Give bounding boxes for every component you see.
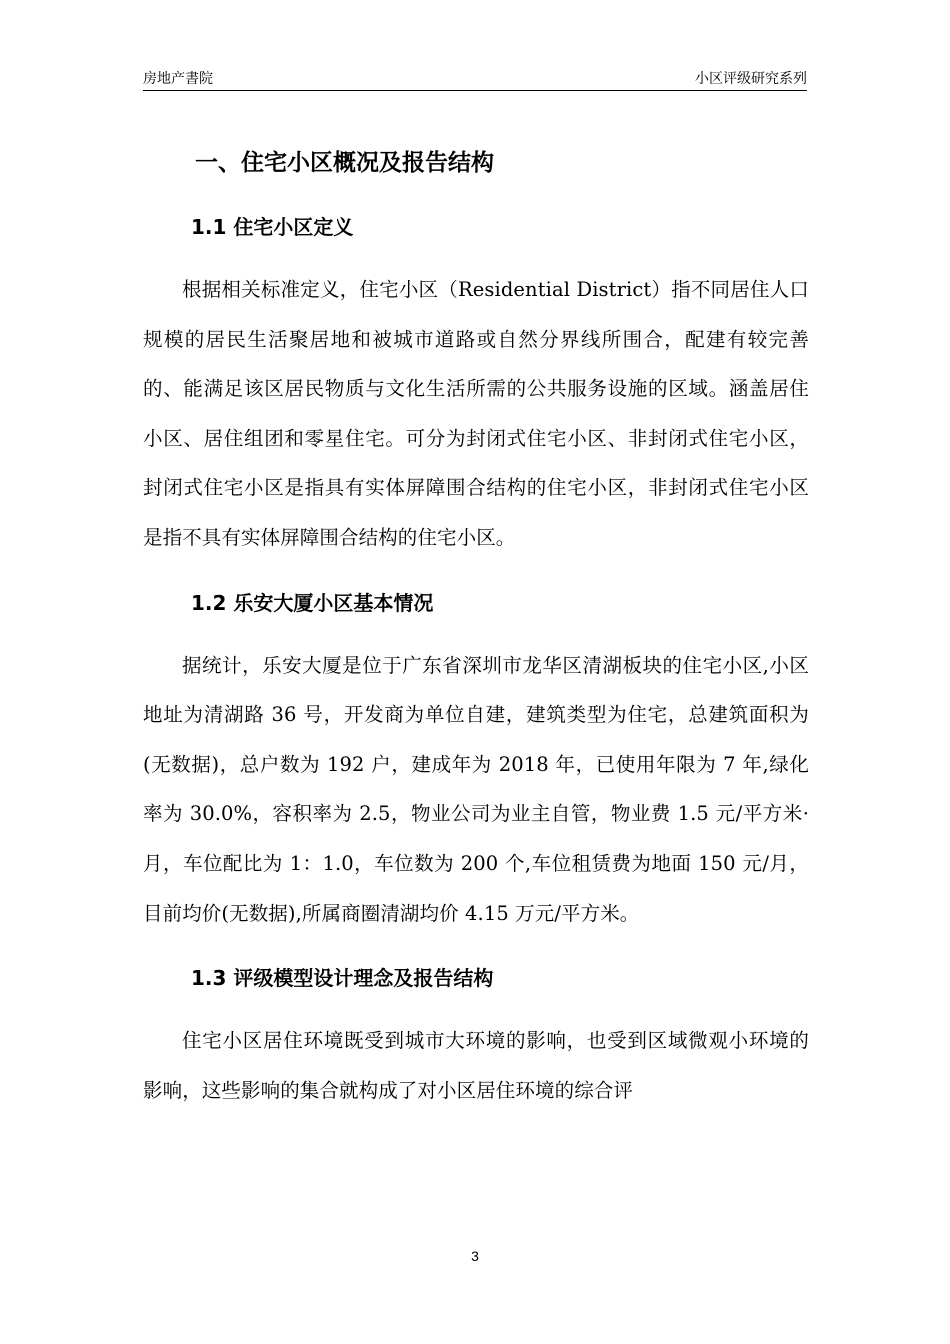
section-title: 一、住宅小区概况及报告结构: [195, 150, 494, 176]
heading-rating-model-design: 1.3 评级模型设计理念及报告结构: [191, 966, 494, 991]
paragraph-community-basic-info: 据统计，乐安大厦是位于广东省深圳市龙华区清湖板块的住宅小区,小区地址为清湖路 36 号，开发商为单位自建，建筑类型为住宅，总建筑面积为(无数据)，总户数为 192 户，建成年为 2018 年，已使用年限为 7 年,绿化率为 30.0%，容积率为 2.5，物业公司为业主自管，物业费 1.5 元/平方米·月，车位配比为 1：1.0，车位数为 200 个,车位租赁费为地面 150 元/月，目前均价(无数据),所属商圈清湖均价 4.15 万元/平方米。: [143, 653, 809, 925]
heading-community-basic-info: 1.2 乐安大厦小区基本情况: [191, 590, 434, 615]
header-series-title: 小区评级研究系列: [695, 71, 807, 87]
document-body: [143, 140, 809, 1115]
heading-residential-district-definition: 1.1 住宅小区定义: [191, 215, 354, 239]
paragraph-residential-district-definition: 根据相关标准定义，住宅小区（Residential District）指不同居住人口规模的居民生活聚居地和被城市道路或自然分界线所围合，配建有较完善的、能满足该区居民物质与文化生活所需的公共服务设施的区域。涵盖居住小区、居住组团和零星住宅。可分为封闭式住宅小区、非封闭式住宅小区，封闭式住宅小区是指具有实体屏障围合结构的住宅小区，非封闭式住宅小区是指不具有实体屏障围合结构的住宅小区。: [143, 278, 809, 549]
paragraph-rating-model-design: 住宅小区居住环境既受到城市大环境的影响，也受到区域微观小环境的影响，这些影响的集合就构成了对小区居住环境的综合评: [143, 1029, 809, 1102]
page-header: [143, 66, 807, 91]
page-number: 3: [471, 1248, 479, 1264]
header-publisher: 房地产書院: [143, 71, 213, 87]
